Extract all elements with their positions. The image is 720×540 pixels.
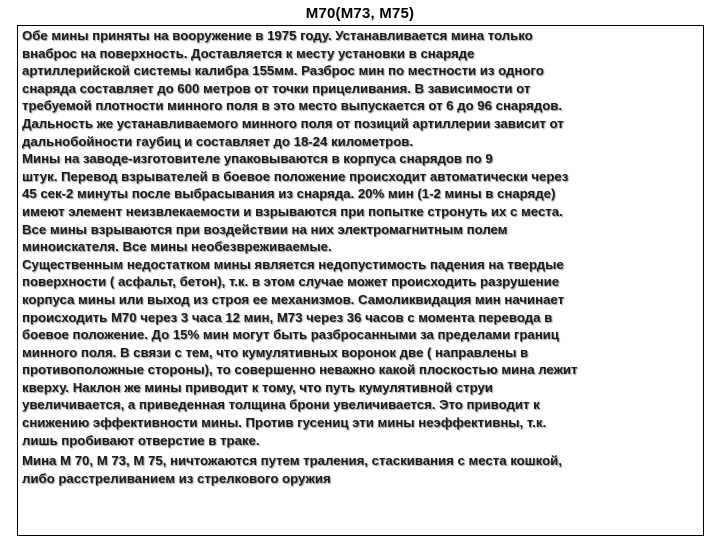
text-line: дальнобойности гаубиц и составляет до 18-24 километров. — [22, 133, 414, 149]
text-line: Все мины взрываются при воздействии на них электромагнитным полем — [22, 221, 508, 237]
text-line: Обе мины приняты на вооружение в 1975 году. Устанавливается мина только — [22, 28, 533, 43]
text-line: боевое положение. До 15% мин могут быть разбросанными за пределами границ — [22, 327, 559, 343]
main-paragraph — [22, 27, 699, 449]
text-line: Существенным недостатком мины является недопустимость падения на твердые — [22, 256, 564, 272]
text-line: снаряда составляет до 600 метров от точки прицеливания. В зависимости от — [22, 80, 531, 96]
text-line: требуемой плотности минного поля в это место выпускается от 6 до 96 снарядов. — [22, 98, 563, 114]
text-line: кверху. Наклон же мины приводит к тому, что путь кумулятивной струи — [22, 379, 493, 395]
text-line: имеют элемент неизвлекаемости и взрываются при попытке стронуть их с места. — [22, 203, 563, 219]
text-line: увеличивается, а приведенная толщина брони увеличивается. Это приводит к — [22, 397, 540, 413]
text-line: либо расстреливанием из стрелкового оружия — [22, 470, 331, 486]
text-line: Дальность же устанавливаемого минного поля от позиций артиллерии зависит от — [22, 115, 564, 131]
text-line: минного поля. В связи с тем, что кумулятивных воронок две ( направлены в — [22, 344, 529, 360]
final-paragraph — [22, 452, 699, 487]
text-line: 45 сек-2 минуты после выбрасывания из снаряда. 20% мин (1-2 мины в снаряде) — [22, 186, 556, 202]
text-line: Мины на заводе-изготовителе упаковываются в корпуса снарядов по 9 — [22, 151, 493, 167]
text-line: артиллерийской системы калибра 155мм. Разброс мин по местности из одного — [22, 63, 544, 79]
text-line: происходить М70 через 3 часа 12 мин, М73 через 36 часов с момента перевода в — [22, 309, 553, 325]
text-line: противоположные стороны), то совершенно неважно какой плоскостью мина лежит — [22, 362, 578, 378]
text-line: миноискателя. Все мины необезвреживаемые. — [22, 239, 332, 255]
text-line: снижению эффективности мины. Против гусениц эти мины неэффективны, т.к. — [22, 415, 547, 431]
text-line: Мина М 70, М 73, М 75, ничтожаются путем траления, стаскивания с места кошкой, — [22, 453, 562, 469]
text-line: лишь пробивают отверстие в траке. — [22, 432, 260, 448]
text-line: поверхности ( асфальт, бетон), т.к. в этом случае может происходить разрушение — [22, 274, 560, 290]
text-line: корпуса мины или выход из строя ее механизмов. Самоликвидация мин начинает — [22, 291, 565, 307]
slide-title: М70(М73, М75) — [305, 5, 415, 22]
text-line: внаброс на поверхность. Доставляется к месту установки в снаряде — [22, 45, 475, 61]
text-box — [17, 25, 704, 536]
text-line: штук. Перевод взрывателей в боевое положение происходит автоматически через — [22, 168, 569, 184]
